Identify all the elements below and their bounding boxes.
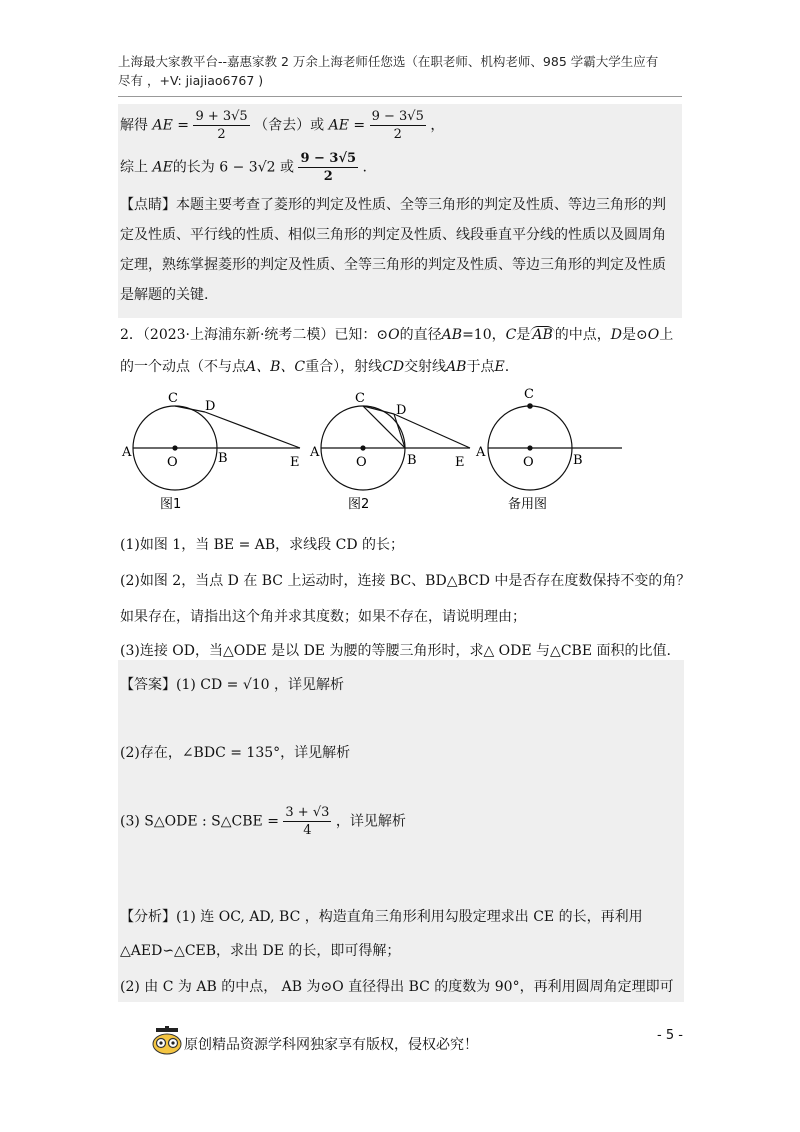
fig1-label-o: O (167, 455, 178, 470)
page-header (118, 52, 678, 90)
fig3-label-a: A (476, 445, 486, 460)
answer-3-fraction: $\frac{3 + √3}{4}$ (285, 805, 330, 838)
answer-2: (2)存在，∠BDC = 135°，详见解析 (120, 745, 351, 761)
fig3-label-b: B (573, 453, 583, 468)
problem-line-1: 2．（2023·上海浦东新·统考二模）已知：⊙O的直径AB=10，C是 AB 的中点，D是⊙O上 (120, 327, 674, 343)
question-3: (3)连接 OD，当△ODE 是以 DE 为腰的等腰三角形时，求△ ODE 与△CBE 面积的比值. (120, 643, 671, 659)
solve-line: 解得 AE = $\frac{9 + 3√5}{2}$ （舍去）或 AE = $\frac{9 - 3√5}{2}$ ， (120, 109, 445, 142)
fig1-label-b: B (218, 451, 228, 466)
answer-1: 【答案】(1) CD = √10 ，详见解析 (120, 677, 345, 693)
fig1-caption: 图1 (160, 497, 182, 512)
header-divider (118, 96, 682, 97)
fig3-label-o: O (523, 455, 534, 470)
figure-2 (321, 406, 470, 490)
fig1-label-a: A (122, 445, 132, 460)
geometry-figures (110, 384, 650, 516)
fig2-center-dot (361, 446, 365, 450)
fig2-label-e: E (455, 455, 465, 470)
fig2-label-c: C (355, 391, 365, 406)
fraction-2: $\frac{9 - 3√5}{2}$ (371, 109, 424, 142)
fig2-label-a: A (310, 445, 320, 460)
analysis-line-3: (2) 由 C 为 AB 的中点， AB 为⊙O 直径得出 BC 的度数为 90°，再利用圆周角定理即可 (120, 979, 674, 995)
fig2-label-o: O (356, 455, 367, 470)
fig2-caption: 图2 (348, 497, 370, 512)
fig1-center-dot (173, 446, 177, 450)
comment-line-3: 定理，熟练掌握菱形的判定及性质、全等三角形的判定及性质、等边三角形的判定及性质 (120, 257, 666, 273)
header-line-1: 上海最大家教平台--嘉惠家教 2 万余上海老师任您选（在职老师、机构老师、985 学霸大学生应有 (118, 54, 659, 69)
footer-copyright: 原创精品资源学科网独家享有版权，侵权必究！ (184, 1037, 478, 1053)
mascot-icon (150, 1026, 184, 1056)
analysis-line-2: △AED∽△CEB，求出 DE 的长，即可得解； (120, 943, 401, 959)
question-2-continued: 如果存在，请指出这个角并求其度数；如果不存在，请说明理由； (120, 609, 526, 625)
fig2-label-d: D (396, 403, 407, 418)
fig2-ray-de (394, 414, 470, 448)
fig3-point-c (528, 404, 532, 408)
fraction-1: $\frac{9 + 3√5}{2}$ (195, 109, 248, 142)
solution-block (118, 104, 682, 318)
fig3-center-dot (528, 446, 532, 450)
page-number: - 5 - (657, 1028, 683, 1043)
figure-3 (488, 404, 622, 490)
fig1-label-e: E (290, 455, 300, 470)
fig3-caption: 备用图 (508, 497, 548, 512)
answer-3: (3) S△ODE : S△CBE = $\frac{3 + √3}{4}$ ，详见解析 (120, 805, 406, 838)
header-line-2: 尽有 ，+V: jiajiao6767 ) (118, 73, 264, 88)
comment-line-4: 是解题的关键. (120, 287, 209, 303)
comment-line-2: 定及性质、平行线的性质、相似三角形的判定及性质、线段垂直平分线的性质以及圆周角 (120, 227, 666, 243)
fig1-chord-cd (175, 406, 205, 412)
question-1: (1)如图 1，当 BE = AB，求线段 CD 的长； (120, 537, 405, 553)
fig1-label-d: D (205, 399, 216, 414)
figure-1 (133, 406, 300, 490)
analysis-line-1: 【分析】(1) 连 OC, AD, BC ，构造直角三角形利用勾股定理求出 CE 的长，再利用 (120, 909, 643, 925)
arc-ab: AB (532, 327, 553, 343)
answer-block (118, 660, 684, 1002)
comment-line-1: 【点睛】本题主要考查了菱形的判定及性质、全等三角形的判定及性质、等边三角形的判 (120, 197, 666, 213)
fraction-3: $\frac{9 - 3√5}{2}$ (300, 151, 357, 184)
fig3-label-c: C (524, 387, 534, 402)
fig1-ray-de (205, 412, 300, 448)
fig1-label-c: C (168, 391, 178, 406)
problem-line-2: 的一个动点（不与点A、B、C重合），射线CD交射线AB于点E. (120, 359, 510, 375)
fig2-label-b: B (407, 453, 417, 468)
summary-line: 综上 AE的长为 6 − 3√2 或 $\frac{9 - 3√5}{2}$ . (120, 151, 367, 184)
question-2: (2)如图 2，当点 D 在 BC 上运动时，连接 BC、BD△BCD 中是否存在度数保持不变的角？ (120, 573, 691, 589)
